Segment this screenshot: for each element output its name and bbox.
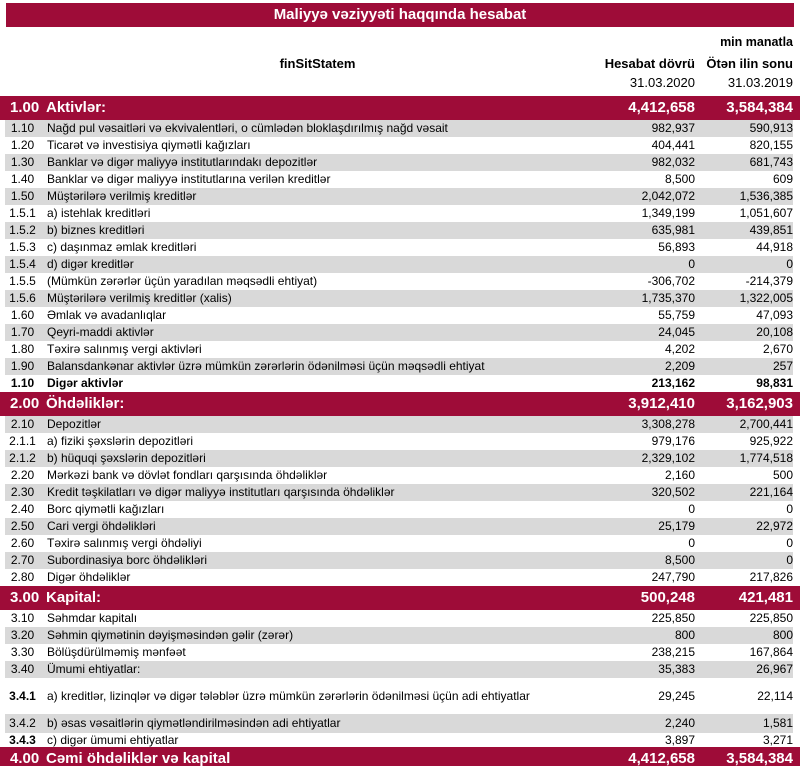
row-code: 2.1.1 bbox=[9, 434, 36, 448]
row-code: 2.50 bbox=[10, 519, 35, 533]
table-row bbox=[5, 256, 793, 273]
table-row bbox=[5, 678, 793, 714]
row-code: 3.4.3 bbox=[9, 733, 36, 747]
row-value-previous: 0 bbox=[786, 553, 793, 567]
row-value-previous: 0 bbox=[786, 257, 793, 271]
row-value-previous: 44,918 bbox=[756, 240, 793, 254]
row-value-previous: 2,700,441 bbox=[739, 417, 793, 431]
row-value-current: 982,937 bbox=[651, 121, 695, 135]
row-value-current: 3,897 bbox=[664, 733, 695, 747]
row-value-current: 213,162 bbox=[651, 376, 695, 390]
prior-period-date: 31.03.2019 bbox=[727, 75, 793, 90]
row-label: Bölüşdürülməmiş mənfəət bbox=[47, 645, 186, 659]
section-value-current: 4,412,658 bbox=[628, 750, 695, 766]
section-value-previous: 3,584,384 bbox=[726, 750, 793, 766]
row-code: 3.40 bbox=[10, 662, 35, 676]
row-code: 1.20 bbox=[10, 138, 35, 152]
section-code: 4.00 bbox=[10, 750, 40, 766]
row-value-current: 2,329,102 bbox=[641, 451, 695, 465]
section-header-row bbox=[0, 586, 800, 610]
table-row bbox=[5, 501, 793, 518]
statement-code-label: finSitStatem bbox=[279, 56, 356, 71]
table-row bbox=[5, 569, 793, 586]
row-value-previous: 820,155 bbox=[749, 138, 793, 152]
unit-note: min manatla bbox=[720, 35, 793, 49]
row-label: Balansdankənar aktivlər üzrə mümkün zərərlərin ödənilməsi üçün məqsədli ehtiyat bbox=[47, 359, 485, 373]
section-value-current: 500,248 bbox=[640, 589, 695, 606]
row-value-current: 0 bbox=[688, 502, 695, 516]
row-value-previous: 1,581 bbox=[762, 716, 793, 730]
header-code-spacer bbox=[5, 54, 40, 91]
table-row bbox=[5, 552, 793, 569]
table-row bbox=[5, 273, 793, 290]
row-value-current: 800 bbox=[674, 628, 695, 642]
row-value-previous: 22,114 bbox=[757, 689, 793, 703]
row-value-previous: 257 bbox=[772, 359, 793, 373]
row-code: 3.20 bbox=[10, 628, 35, 642]
row-code: 2.20 bbox=[10, 468, 35, 482]
current-period-date: 31.03.2020 bbox=[629, 75, 695, 90]
table-row bbox=[5, 610, 793, 627]
table-row bbox=[5, 120, 793, 137]
row-code: 2.40 bbox=[10, 502, 35, 516]
row-value-previous: 1,322,005 bbox=[739, 291, 793, 305]
row-label: Müştərilərə verilmiş kreditlər bbox=[47, 189, 197, 203]
row-label: Digər aktivlər bbox=[47, 376, 124, 390]
row-value-previous: 0 bbox=[786, 502, 793, 516]
row-code: 1.70 bbox=[10, 325, 35, 339]
row-value-previous: 925,922 bbox=[749, 434, 793, 448]
row-value-current: 0 bbox=[688, 536, 695, 550]
row-label: Cari vergi öhdəlikləri bbox=[47, 519, 156, 533]
table-row bbox=[5, 137, 793, 154]
row-label: Səhmin qiymətinin dəyişməsindən gəlir (zərər) bbox=[47, 628, 294, 642]
row-code: 3.4.1 bbox=[9, 689, 36, 703]
row-value-current: 3,308,278 bbox=[641, 417, 695, 431]
table-row bbox=[5, 661, 793, 678]
row-code: 3.30 bbox=[10, 645, 35, 659]
row-label: Əmlak və avadanlıqlar bbox=[47, 308, 167, 322]
row-label: c) digər ümumi ehtiyatlar bbox=[47, 733, 179, 747]
row-value-current: 320,502 bbox=[651, 485, 695, 499]
row-label: Səhmdar kapitalı bbox=[47, 611, 138, 625]
row-label: Ticarət və investisiya qiymətli kağızları bbox=[47, 138, 251, 152]
row-value-previous: 800 bbox=[772, 628, 793, 642]
row-label: Digər öhdəliklər bbox=[47, 570, 131, 584]
row-value-current: 4,202 bbox=[664, 342, 695, 356]
row-code: 1.5.4 bbox=[9, 257, 36, 271]
row-code: 1.10 bbox=[10, 121, 35, 135]
row-value-current: 56,893 bbox=[658, 240, 695, 254]
row-code: 1.80 bbox=[10, 342, 35, 356]
row-code: 2.10 bbox=[10, 417, 35, 431]
row-value-current: 982,032 bbox=[651, 155, 695, 169]
row-value-previous: 3,271 bbox=[762, 733, 793, 747]
row-label: a) fiziki şəxslərin depozitləri bbox=[47, 434, 194, 448]
row-value-current: 238,215 bbox=[651, 645, 695, 659]
row-value-previous: 0 bbox=[786, 536, 793, 550]
section-value-previous: 3,162,903 bbox=[726, 395, 793, 412]
row-code: 1.5.1 bbox=[9, 206, 36, 220]
row-label: b) hüquqi şəxslərin depozitləri bbox=[47, 451, 206, 465]
row-value-current: 0 bbox=[688, 257, 695, 271]
row-value-previous: 500 bbox=[772, 468, 793, 482]
row-label: a) istehlak kreditləri bbox=[47, 206, 151, 220]
row-label: Depozitlər bbox=[47, 417, 102, 431]
row-value-previous: 2,670 bbox=[762, 342, 793, 356]
row-code: 2.30 bbox=[10, 485, 35, 499]
row-value-previous: 590,913 bbox=[749, 121, 793, 135]
row-label: b) əsas vəsaitlərin qiymətləndirilməsindən adi ehtiyatlar bbox=[47, 716, 341, 730]
section-label: Aktivlər: bbox=[46, 99, 107, 116]
table-row bbox=[5, 518, 793, 535]
row-code: 2.60 bbox=[10, 536, 35, 550]
table-row bbox=[5, 307, 793, 324]
section-label: Öhdəliklər: bbox=[46, 395, 125, 412]
table-row bbox=[5, 714, 793, 733]
row-value-current: 2,209 bbox=[664, 359, 695, 373]
row-code: 1.60 bbox=[10, 308, 35, 322]
row-code: 1.50 bbox=[10, 189, 35, 203]
row-value-previous: 1,536,385 bbox=[739, 189, 793, 203]
row-label: Nağd pul vəsaitləri və ekvivalentləri, o cümlədən bloklaşdırılmış nağd vəsait bbox=[47, 121, 448, 135]
row-value-current: 225,850 bbox=[651, 611, 695, 625]
prior-period-header bbox=[695, 54, 793, 91]
table-row bbox=[5, 433, 793, 450]
table-row bbox=[5, 324, 793, 341]
row-value-current: 8,500 bbox=[664, 172, 695, 186]
table-row bbox=[5, 416, 793, 433]
section-value-current: 3,912,410 bbox=[628, 395, 695, 412]
row-value-current: -306,702 bbox=[647, 274, 695, 288]
row-value-current: 404,441 bbox=[651, 138, 695, 152]
row-code: 3.4.2 bbox=[9, 716, 36, 730]
row-code: 1.5.3 bbox=[9, 240, 36, 254]
table-row bbox=[5, 154, 793, 171]
row-code: 1.5.5 bbox=[9, 274, 36, 288]
section-value-current: 4,412,658 bbox=[628, 99, 695, 116]
row-value-previous: 20,108 bbox=[756, 325, 793, 339]
table-row bbox=[5, 171, 793, 188]
row-code: 2.1.2 bbox=[9, 451, 36, 465]
table-row bbox=[5, 358, 793, 375]
row-label: Qeyri-maddi aktivlər bbox=[47, 325, 154, 339]
row-code: 1.5.2 bbox=[9, 223, 36, 237]
row-code: 3.10 bbox=[10, 611, 35, 625]
table-row bbox=[5, 733, 793, 747]
row-value-previous: 609 bbox=[772, 172, 793, 186]
row-value-current: 35,383 bbox=[658, 662, 695, 676]
column-header-block bbox=[5, 54, 793, 91]
statement-table bbox=[0, 96, 800, 766]
table-row bbox=[5, 205, 793, 222]
table-row bbox=[5, 484, 793, 501]
row-value-previous: 98,831 bbox=[756, 376, 793, 390]
table-row bbox=[5, 535, 793, 552]
row-label: Ümumi ehtiyatlar: bbox=[47, 662, 141, 676]
row-label: a) kreditlər, lizinqlər və digər tələblər üzrə mümkün zərərlərin ödənilməsi üçün adi ehtiyatlar bbox=[47, 689, 530, 703]
row-code: 1.90 bbox=[10, 359, 35, 373]
row-label: Banklar və digər maliyyə institutlarındakı depozitlər bbox=[47, 155, 318, 169]
row-value-previous: 47,093 bbox=[756, 308, 793, 322]
row-label: Subordinasiya borc öhdəlikləri bbox=[47, 553, 208, 567]
row-label: Mərkəzi bank və dövlət fondları qarşısında öhdəliklər bbox=[47, 468, 328, 482]
row-value-current: 2,240 bbox=[664, 716, 695, 730]
section-label: Kapital: bbox=[46, 589, 102, 606]
row-value-current: 55,759 bbox=[658, 308, 695, 322]
row-value-previous: 225,850 bbox=[749, 611, 793, 625]
row-value-previous: 681,743 bbox=[749, 155, 793, 169]
row-value-previous: 221,164 bbox=[749, 485, 793, 499]
row-label: Təxirə salınmış vergi aktivləri bbox=[47, 342, 202, 356]
row-value-previous: 1,051,607 bbox=[739, 206, 793, 220]
table-row bbox=[5, 222, 793, 239]
section-code: 1.00 bbox=[10, 99, 40, 116]
table-row bbox=[5, 239, 793, 256]
row-label: (Mümkün zərərlər üçün yaradılan məqsədli ehtiyat) bbox=[47, 274, 318, 288]
row-label: b) biznes kreditləri bbox=[47, 223, 145, 237]
table-row bbox=[5, 188, 793, 205]
row-label: Müştərilərə verilmiş kreditlər (xalis) bbox=[47, 291, 232, 305]
row-code: 1.40 bbox=[10, 172, 35, 186]
row-label: d) digər kreditlər bbox=[47, 257, 134, 271]
row-value-current: 29,245 bbox=[658, 689, 695, 703]
row-value-current: 979,176 bbox=[651, 434, 695, 448]
section-header-row bbox=[0, 747, 800, 766]
row-value-previous: -214,379 bbox=[745, 274, 793, 288]
section-value-previous: 421,481 bbox=[738, 589, 793, 606]
row-value-previous: 167,864 bbox=[749, 645, 793, 659]
row-value-current: 2,160 bbox=[664, 468, 695, 482]
section-value-previous: 3,584,384 bbox=[726, 99, 793, 116]
row-code: 1.30 bbox=[10, 155, 35, 169]
report-title-bar bbox=[6, 3, 794, 27]
table-row bbox=[5, 450, 793, 467]
row-value-current: 635,981 bbox=[651, 223, 695, 237]
row-value-current: 1,735,370 bbox=[641, 291, 695, 305]
row-code: 1.5.6 bbox=[9, 291, 36, 305]
current-period-header bbox=[595, 54, 695, 91]
table-row bbox=[5, 341, 793, 358]
section-header-row bbox=[0, 392, 800, 416]
row-label: Kredit təşkilatları və digər maliyyə institutları qarşısında öhdəliklər bbox=[47, 485, 395, 499]
row-code: 2.80 bbox=[10, 570, 35, 584]
table-row bbox=[5, 467, 793, 484]
report-title: Maliyyə vəziyyəti haqqında hesabat bbox=[273, 6, 527, 23]
row-label: c) daşınmaz əmlak kreditləri bbox=[47, 240, 197, 254]
row-value-previous: 439,851 bbox=[749, 223, 793, 237]
section-label: Cəmi öhdəliklər və kapital bbox=[46, 750, 231, 766]
row-label: Borc qiymətli kağızları bbox=[47, 502, 165, 516]
row-value-previous: 217,826 bbox=[749, 570, 793, 584]
table-row bbox=[5, 375, 793, 392]
table-row bbox=[5, 627, 793, 644]
row-label: Banklar və digər maliyyə institutlarına verilən kreditlər bbox=[47, 172, 331, 186]
row-code: 2.70 bbox=[10, 553, 35, 567]
row-value-current: 8,500 bbox=[664, 553, 695, 567]
prior-period-title: Ötən ilin sonu bbox=[706, 56, 793, 71]
row-value-previous: 26,967 bbox=[756, 662, 793, 676]
row-code: 1.10 bbox=[10, 376, 35, 390]
row-value-current: 24,045 bbox=[658, 325, 695, 339]
table-row bbox=[5, 644, 793, 661]
row-value-previous: 1,774,518 bbox=[739, 451, 793, 465]
row-label: Təxirə salınmış vergi öhdəliyi bbox=[47, 536, 202, 550]
row-value-previous: 22,972 bbox=[756, 519, 793, 533]
section-code: 3.00 bbox=[10, 589, 40, 606]
row-value-current: 1,349,199 bbox=[641, 206, 695, 220]
section-code: 2.00 bbox=[10, 395, 40, 412]
section-header-row bbox=[0, 96, 800, 120]
row-value-current: 25,179 bbox=[658, 519, 695, 533]
current-period-title: Hesabat dövrü bbox=[604, 56, 695, 71]
table-row bbox=[5, 290, 793, 307]
row-value-current: 2,042,072 bbox=[641, 189, 695, 203]
row-value-current: 247,790 bbox=[651, 570, 695, 584]
